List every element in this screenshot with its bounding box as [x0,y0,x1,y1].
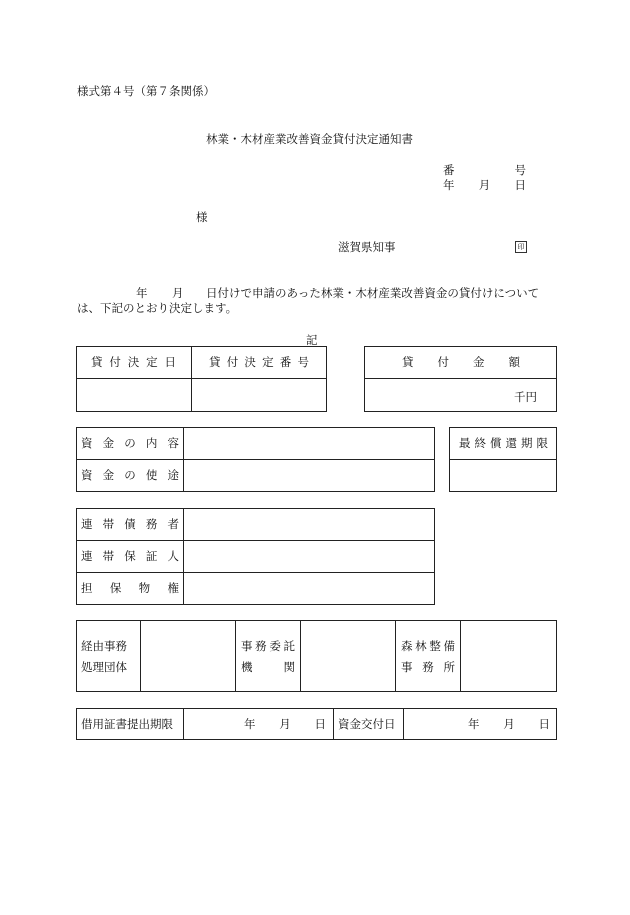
collateral-cell[interactable] [184,573,434,604]
fund-contents-cell[interactable] [184,428,434,459]
issuer-name: 滋賀県知事 [338,240,396,254]
header-loan-decision-number: 貸 付 決 定 番 号 [209,355,309,369]
joint-debtor-cell[interactable] [184,509,434,540]
divider [235,620,236,692]
bango-ban: 番 [443,163,455,177]
label-commissioned-line1: 事 務 委 託 [241,639,295,653]
date-day: 日 [514,178,526,192]
divider [395,620,396,692]
commissioned-cell[interactable] [301,621,394,691]
loan-amount-unit: 千円 [514,390,537,404]
header-final-repayment-deadline: 最 終 償 還 期 限 [459,436,548,450]
label-fund-use: 資 金 の 使 途 [81,468,179,482]
label-joint-debtor: 連 帯 債 務 者 [81,517,179,531]
issue-date-label [443,178,526,192]
date-year: 年 [443,178,455,192]
fund-use-cell[interactable] [184,460,434,491]
loan-decision-date-cell[interactable] [77,379,190,411]
body-line1: 日付けで申請のあった林業・木材産業改善資金の貸付けについて [206,286,540,300]
divider [364,378,557,379]
loan-decision-number-cell[interactable] [192,379,326,411]
label-forest-office-line2: 事 務 所 [401,660,455,674]
divider [183,708,184,740]
body-month: 月 [172,286,184,300]
ki-label: 記 [306,333,318,347]
label-fund-contents: 資 金 の 内 容 [81,436,179,450]
label-loan-certificate-deadline: 借用証書提出期限 [81,717,173,731]
divider [333,708,334,740]
addressee-suffix: 様 [196,210,208,224]
seal-mark: 印 [515,241,527,253]
final-repayment-deadline-cell[interactable] [450,460,556,491]
label-collateral: 担 保 物 権 [81,581,179,595]
label-intermediary-line1: 経由事務 [81,639,127,653]
body-line2: は、下記のとおり決定します。 [77,301,238,315]
label-forest-office-line1: 森 林 整 備 [401,639,455,653]
label-intermediary-line2: 処理団体 [81,660,127,674]
label-fund-delivery-date: 資金交付日 [338,717,396,731]
forest-office-cell[interactable] [461,621,556,691]
label-joint-guarantor: 連 帯 保 証 人 [81,549,179,563]
bango-go: 号 [514,163,526,177]
date-month: 月 [478,178,491,192]
joint-guarantor-cell[interactable] [184,541,434,572]
document-number-label [443,163,526,177]
fund-delivery-date[interactable]: 年 月 日 [468,717,550,731]
form-number: 様式第４号（第７条関係） [77,84,215,98]
intermediary-cell[interactable] [141,621,234,691]
divider [403,708,404,740]
label-commissioned-line2: 機 関 [241,660,295,674]
loan-certificate-deadline-date[interactable]: 年 月 日 [244,717,326,731]
body-year: 年 [136,286,148,300]
header-loan-decision-date: 貸 付 決 定 日 [91,355,176,369]
document-title: 林業・木材産業改善資金貸付決定通知書 [206,132,413,146]
header-loan-amount: 貸 付 金 額 [402,355,520,369]
